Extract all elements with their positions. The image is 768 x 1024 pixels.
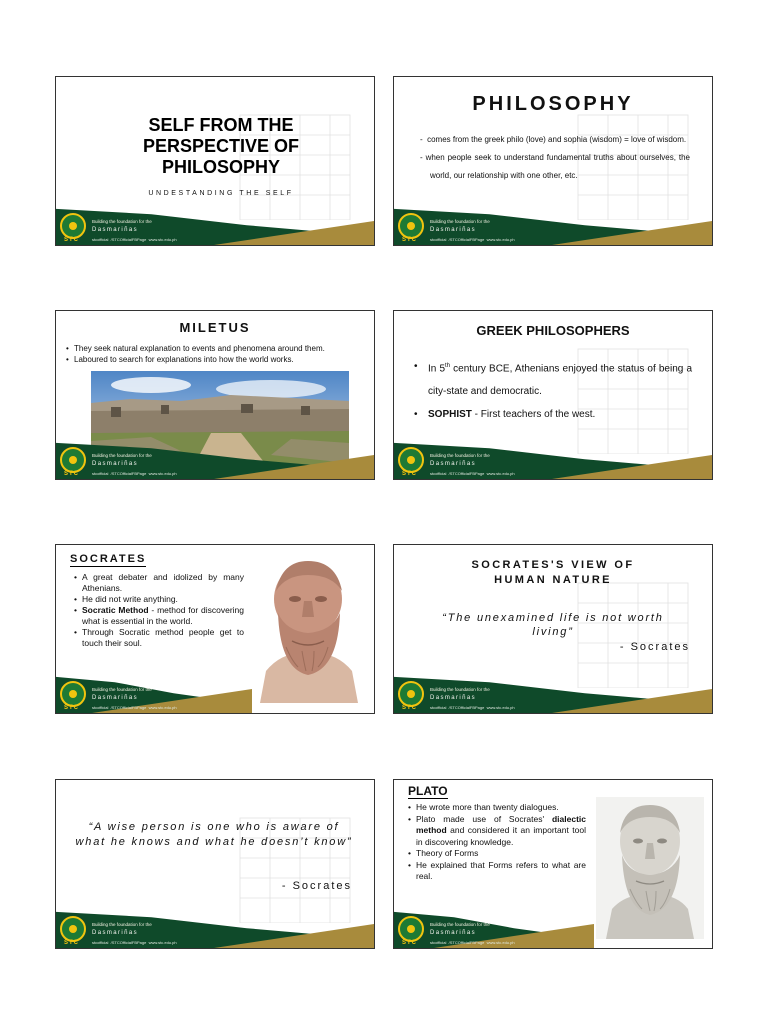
footer-logo: STC: [64, 237, 79, 243]
slide-title: SELF FROM THE PERSPECTIVE OF PHILOSOPHY: [142, 115, 300, 177]
slide-1: [55, 76, 375, 246]
bullet-list: • He wrote more than twenty dialogues. • Plato made use of Socrates' dialectic method and considered it an important tool in discovering knowledge. • Theory of Forms • He explained that Forms refers to what are real.: [408, 802, 586, 883]
footer-social: stcofficial /STCOfficialFBPage www.stc.edu.ph: [92, 237, 177, 242]
slide-footer: Building the foundation for the Dasmariñas STC stcofficial /STCOfficialFBPage www.stc.edu.ph: [56, 669, 252, 713]
slide-subtitle: UNDESTANDING THE SELF: [148, 190, 294, 197]
slide-title: SOCRATES'S VIEW OF HUMAN NATURE: [471, 559, 635, 586]
slide-footer: Building the foundation for the Dasmariñas STC stcofficial /STCOfficialFBPage www.stc.edu.ph: [394, 435, 712, 479]
slide-4: [393, 310, 713, 480]
bullet-list: • They seek natural explanation to events and phenomena around them. • Laboured to search for explanations into how the world works.: [66, 343, 362, 365]
slide-footer: Building the foundation for the Dasmariñas STC stcofficial /STCOfficialFBPage www.stc.edu.ph: [394, 201, 712, 245]
school-seal-icon: [398, 447, 424, 473]
school-seal-icon: [60, 447, 86, 473]
quote-text: “The unexamined life is not worth living”: [442, 612, 664, 638]
slide-title: MILETUS: [179, 320, 251, 335]
slide-6: [393, 544, 713, 714]
school-seal-icon: [398, 916, 424, 942]
slide-title: PHILOSOPHY: [472, 93, 634, 115]
slide-title: SOCRATES: [70, 553, 147, 565]
plato-bust-photo: [596, 797, 704, 939]
bullet-list: • In 5th century BCE, Athenians enjoyed the status of being a city-state and democratic. • SOPHIST - First teachers of the west.: [414, 355, 692, 426]
school-seal-icon: [60, 681, 86, 707]
slide-footer: Building the foundation for the Dasmariñas STC stcofficial /STCOfficialFBPage www.stc.edu.ph: [56, 904, 374, 948]
slide-8: [393, 779, 713, 949]
slide-3: [55, 310, 375, 480]
slide-5: [55, 544, 375, 714]
footer-school: Dasmariñas: [92, 227, 139, 233]
slide-2: [393, 76, 713, 246]
footer-tagline: Building the foundation for the: [92, 219, 152, 225]
definition-list: - comes from the greek philo (love) and sophia (wisdom) = love of wisdom. - when people seek to understand fundamental truths about ourselves, the world, our relationship with one other, etc.: [420, 135, 690, 180]
slide-footer: Building the foundation for the Dasmariñas STC stcofficial /STCOfficialFBPage www.stc.edu.ph: [394, 669, 712, 713]
quote-author: - Socrates: [281, 880, 352, 892]
quote-text: “A wise person is one who is aware of what he knows and what he doesn’t know”: [75, 821, 353, 848]
slide-title: GREEK PHILOSOPHERS: [476, 323, 630, 338]
slide-footer: Building the foundation for the Dasmariñas STC stcofficial /STCOfficialFBPage www.stc.edu.ph: [56, 435, 374, 479]
school-seal-icon: [398, 681, 424, 707]
quote-author: - Socrates: [619, 641, 690, 653]
slide-title: PLATO: [408, 784, 448, 798]
slide-footer: Building the foundation for the Dasmariñas STC stcofficial /STCOfficialFBPage www.stc.edu.ph: [394, 904, 594, 948]
slide-7: [55, 779, 375, 949]
socrates-bust-photo: [252, 551, 365, 703]
slide-footer: [56, 201, 374, 245]
school-seal-icon: [60, 916, 86, 942]
school-seal-icon: [398, 213, 424, 239]
school-seal-icon: [60, 213, 86, 239]
bullet-list: • A great debater and idolized by many Athenians. • He did not write anything. • Socratic Method - method for discovering what is essential in the world. • Through Socratic method people get to touch their soul.: [74, 572, 244, 649]
